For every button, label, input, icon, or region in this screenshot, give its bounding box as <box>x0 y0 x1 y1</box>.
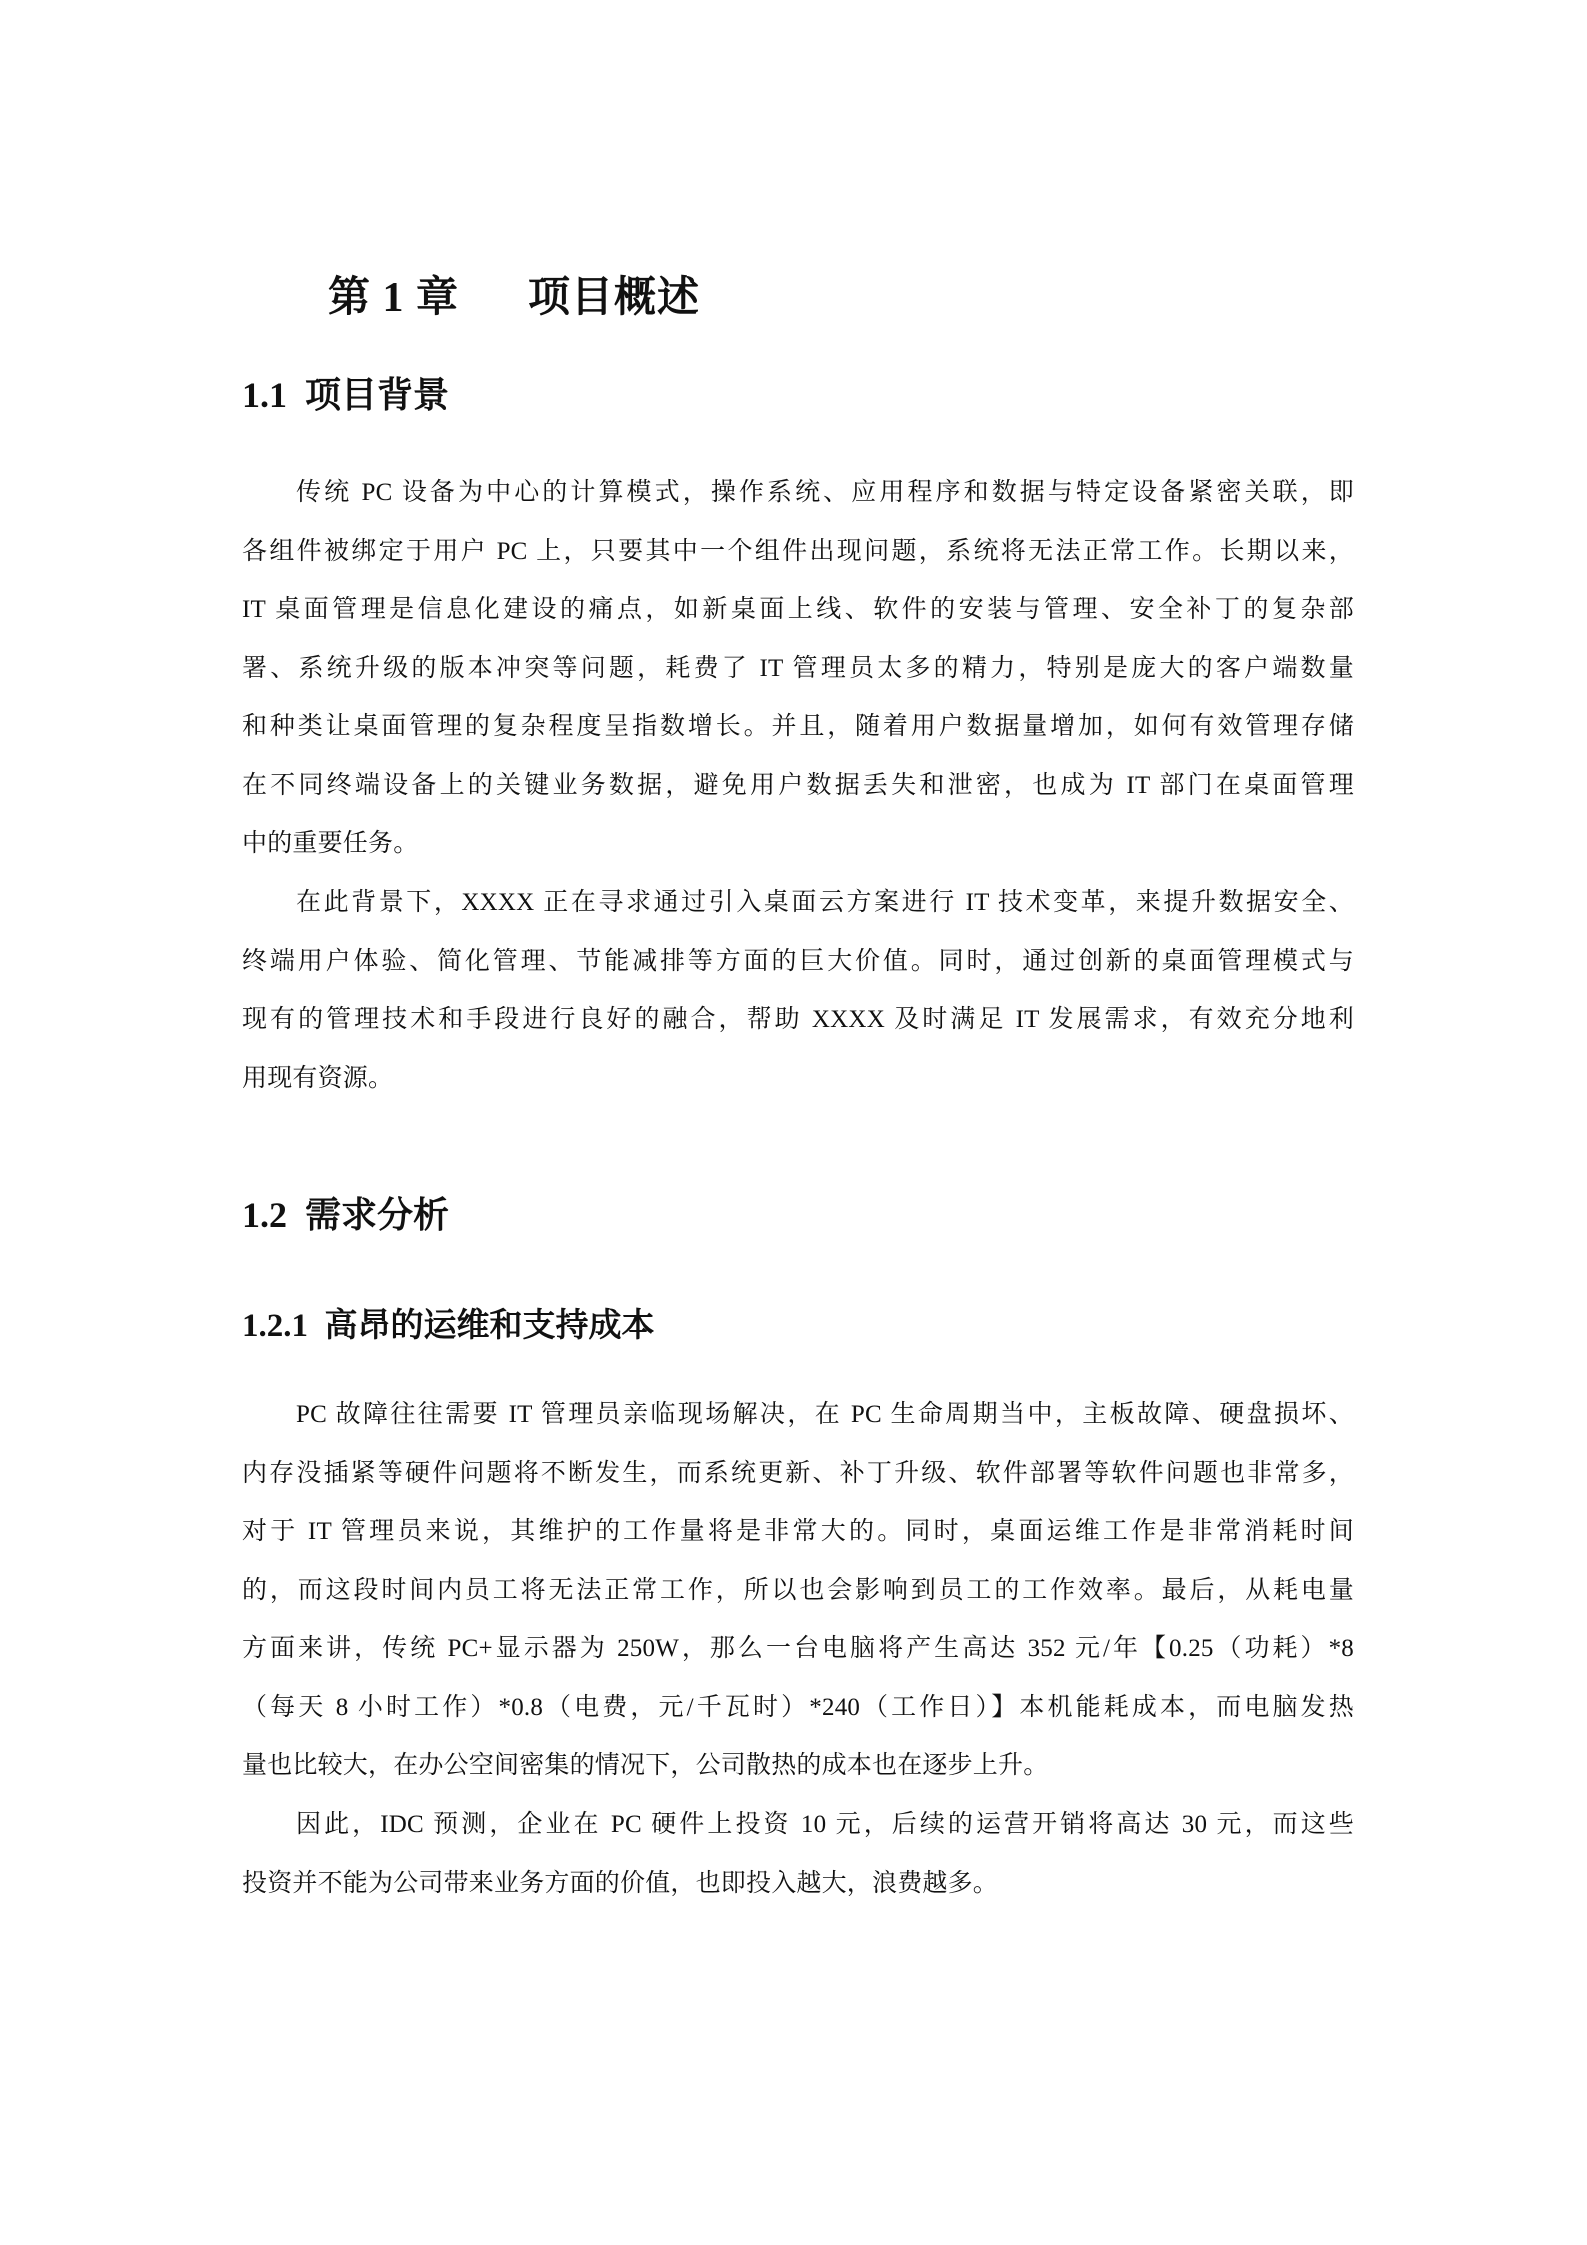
text-line: 署、系统升级的版本冲突等问题，耗费了 IT 管理员太多的精力，特别是庞大的客户端数量 <box>242 654 1354 682</box>
text-line: 在此背景下，XXXX 正在寻求通过引入桌面云方案进行 IT 技术变革，来提升数据安全、 <box>296 889 1354 916</box>
text-line: 传统 PC 设备为中心的计算模式，操作系统、应用程序和数据与特定设备紧密关联，即 <box>296 479 1354 506</box>
text-line: 终端用户体验、简化管理、节能减排等方面的巨大价值。同时，通过创新的桌面管理模式与 <box>242 947 1354 975</box>
paragraph-background-2 <box>242 874 1354 1108</box>
text-line: 方面来讲，传统 PC+显示器为 250W，那么一台电脑将产生高达 352 元/年【0.25（功耗）*8 <box>242 1635 1354 1662</box>
text-line: 各组件被绑定于用户 PC 上，只要其中一个组件出现问题，系统将无法正常工作。长期以来， <box>242 537 1354 565</box>
text-line: 的，而这段时间内员工将无法正常工作，所以也会影响到员工的工作效率。最后，从耗电量 <box>242 1576 1354 1604</box>
text-line: （每天 8 小时工作）*0.8（电费，元/千瓦时）*240（工作日）】本机能耗成本，而电脑发热 <box>242 1693 1354 1721</box>
text-line: 内存没插紧等硬件问题将不断发生，而系统更新、补丁升级、软件部署等软件问题也非常多， <box>242 1459 1354 1487</box>
text-line: PC 故障往往需要 IT 管理员亲临现场解决，在 PC 生命周期当中，主板故障、硬盘损坏、 <box>296 1401 1354 1428</box>
chapter-number: 第 1 章 <box>328 275 460 321</box>
subsection-title: 高昂的运维和支持成本 <box>324 1308 655 1344</box>
chapter-name: 项目概述 <box>528 275 701 321</box>
subsection-number: 1.2.1 <box>242 1308 308 1344</box>
paragraph-cost-1 <box>242 1386 1354 1796</box>
text-line: 现有的管理技术和手段进行良好的融合，帮助 XXXX 及时满足 IT 发展需求，有效充分地利 <box>242 1006 1354 1033</box>
text-line: 中的重要任务。 <box>242 830 419 857</box>
section-title: 需求分析 <box>305 1195 450 1235</box>
text-line: 对于 IT 管理员来说，其维护的工作量将是非常大的。同时，桌面运维工作是非常消耗时间 <box>242 1518 1354 1545</box>
text-line: 量也比较大，在办公空间密集的情况下，公司散热的成本也在逐步上升。 <box>242 1752 1049 1779</box>
paragraph-background-1 <box>242 464 1354 874</box>
text-line: 因此，IDC 预测，企业在 PC 硬件上投资 10 元，后续的运营开销将高达 30 元，而这些 <box>296 1811 1354 1838</box>
section-heading-1-2 <box>242 1190 449 1240</box>
section-number: 1.1 <box>242 375 287 415</box>
section-heading-1-1 <box>242 370 449 420</box>
text-line: IT 桌面管理是信息化建设的痛点，如新桌面上线、软件的安装与管理、安全补丁的复杂部 <box>242 596 1354 623</box>
section-title: 项目背景 <box>305 375 450 415</box>
text-line: 用现有资源。 <box>242 1064 394 1092</box>
paragraph-cost-2 <box>242 1796 1354 1913</box>
subsection-heading-1-2-1 <box>242 1302 655 1350</box>
text-line: 投资并不能为公司带来业务方面的价值，也即投入越大，浪费越多。 <box>242 1869 999 1897</box>
text-line: 和种类让桌面管理的复杂程度呈指数增长。并且，随着用户数据量增加，如何有效管理存储 <box>242 713 1354 740</box>
section-number: 1.2 <box>242 1195 287 1235</box>
text-line: 在不同终端设备上的关键业务数据，避免用户数据丢失和泄密，也成为 IT 部门在桌面管理 <box>242 771 1354 799</box>
chapter-title <box>328 268 700 328</box>
